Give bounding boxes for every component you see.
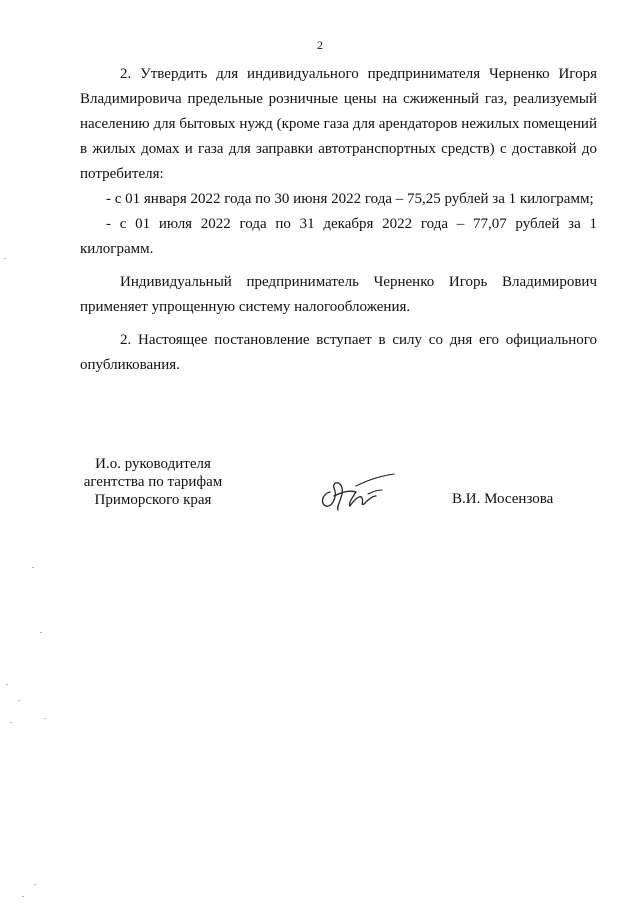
paragraph-approve-prices: 2. Утвердить для индивидуального предпринимателя Черненко Игоря Владимировича предельные розничные цены на сжиженный газ, реализуемый населению для бытовых нужд (кроме газа для арендаторов нежилых помещений в жилых домах и газа для заправки автотранспортных средств) с доставкой до потребителя: xyxy=(80,66,597,182)
price-item-first-half: - с 01 января 2022 года по 30 июня 2022 года – 75,25 рублей за 1 килограмм; xyxy=(106,191,594,207)
scan-speck xyxy=(40,632,42,633)
scan-speck xyxy=(18,700,20,701)
scan-speck xyxy=(44,718,46,719)
scan-speck xyxy=(32,567,34,568)
scan-speck xyxy=(34,884,36,885)
signatory-title-line3: Приморского края xyxy=(94,492,212,508)
paragraph-effective-date: 2. Настоящее постановление вступает в силу со дня его официального опубликования. xyxy=(80,332,597,373)
signatory-title-line1: И.о. руководителя xyxy=(95,456,211,472)
paragraph-tax-system: Индивидуальный предприниматель Черненко Игорь Владимирович применяет упрощенную систему налогообложения. xyxy=(80,274,597,315)
handwritten-signature xyxy=(316,466,400,516)
scan-speck xyxy=(6,684,8,685)
scan-speck xyxy=(4,258,6,259)
scan-speck xyxy=(22,896,24,897)
signatory-title-line2: агентства по тарифам xyxy=(83,474,223,490)
page-number: 2 xyxy=(317,38,323,52)
signer-name: В.И. Мосензова xyxy=(452,491,554,507)
scan-speck xyxy=(10,722,12,723)
document-body xyxy=(80,62,597,378)
signatory-title xyxy=(78,455,228,509)
price-item-second-half: - с 01 июля 2022 года по 31 декабря 2022 года – 77,07 рублей за 1 килограмм. xyxy=(80,216,597,257)
